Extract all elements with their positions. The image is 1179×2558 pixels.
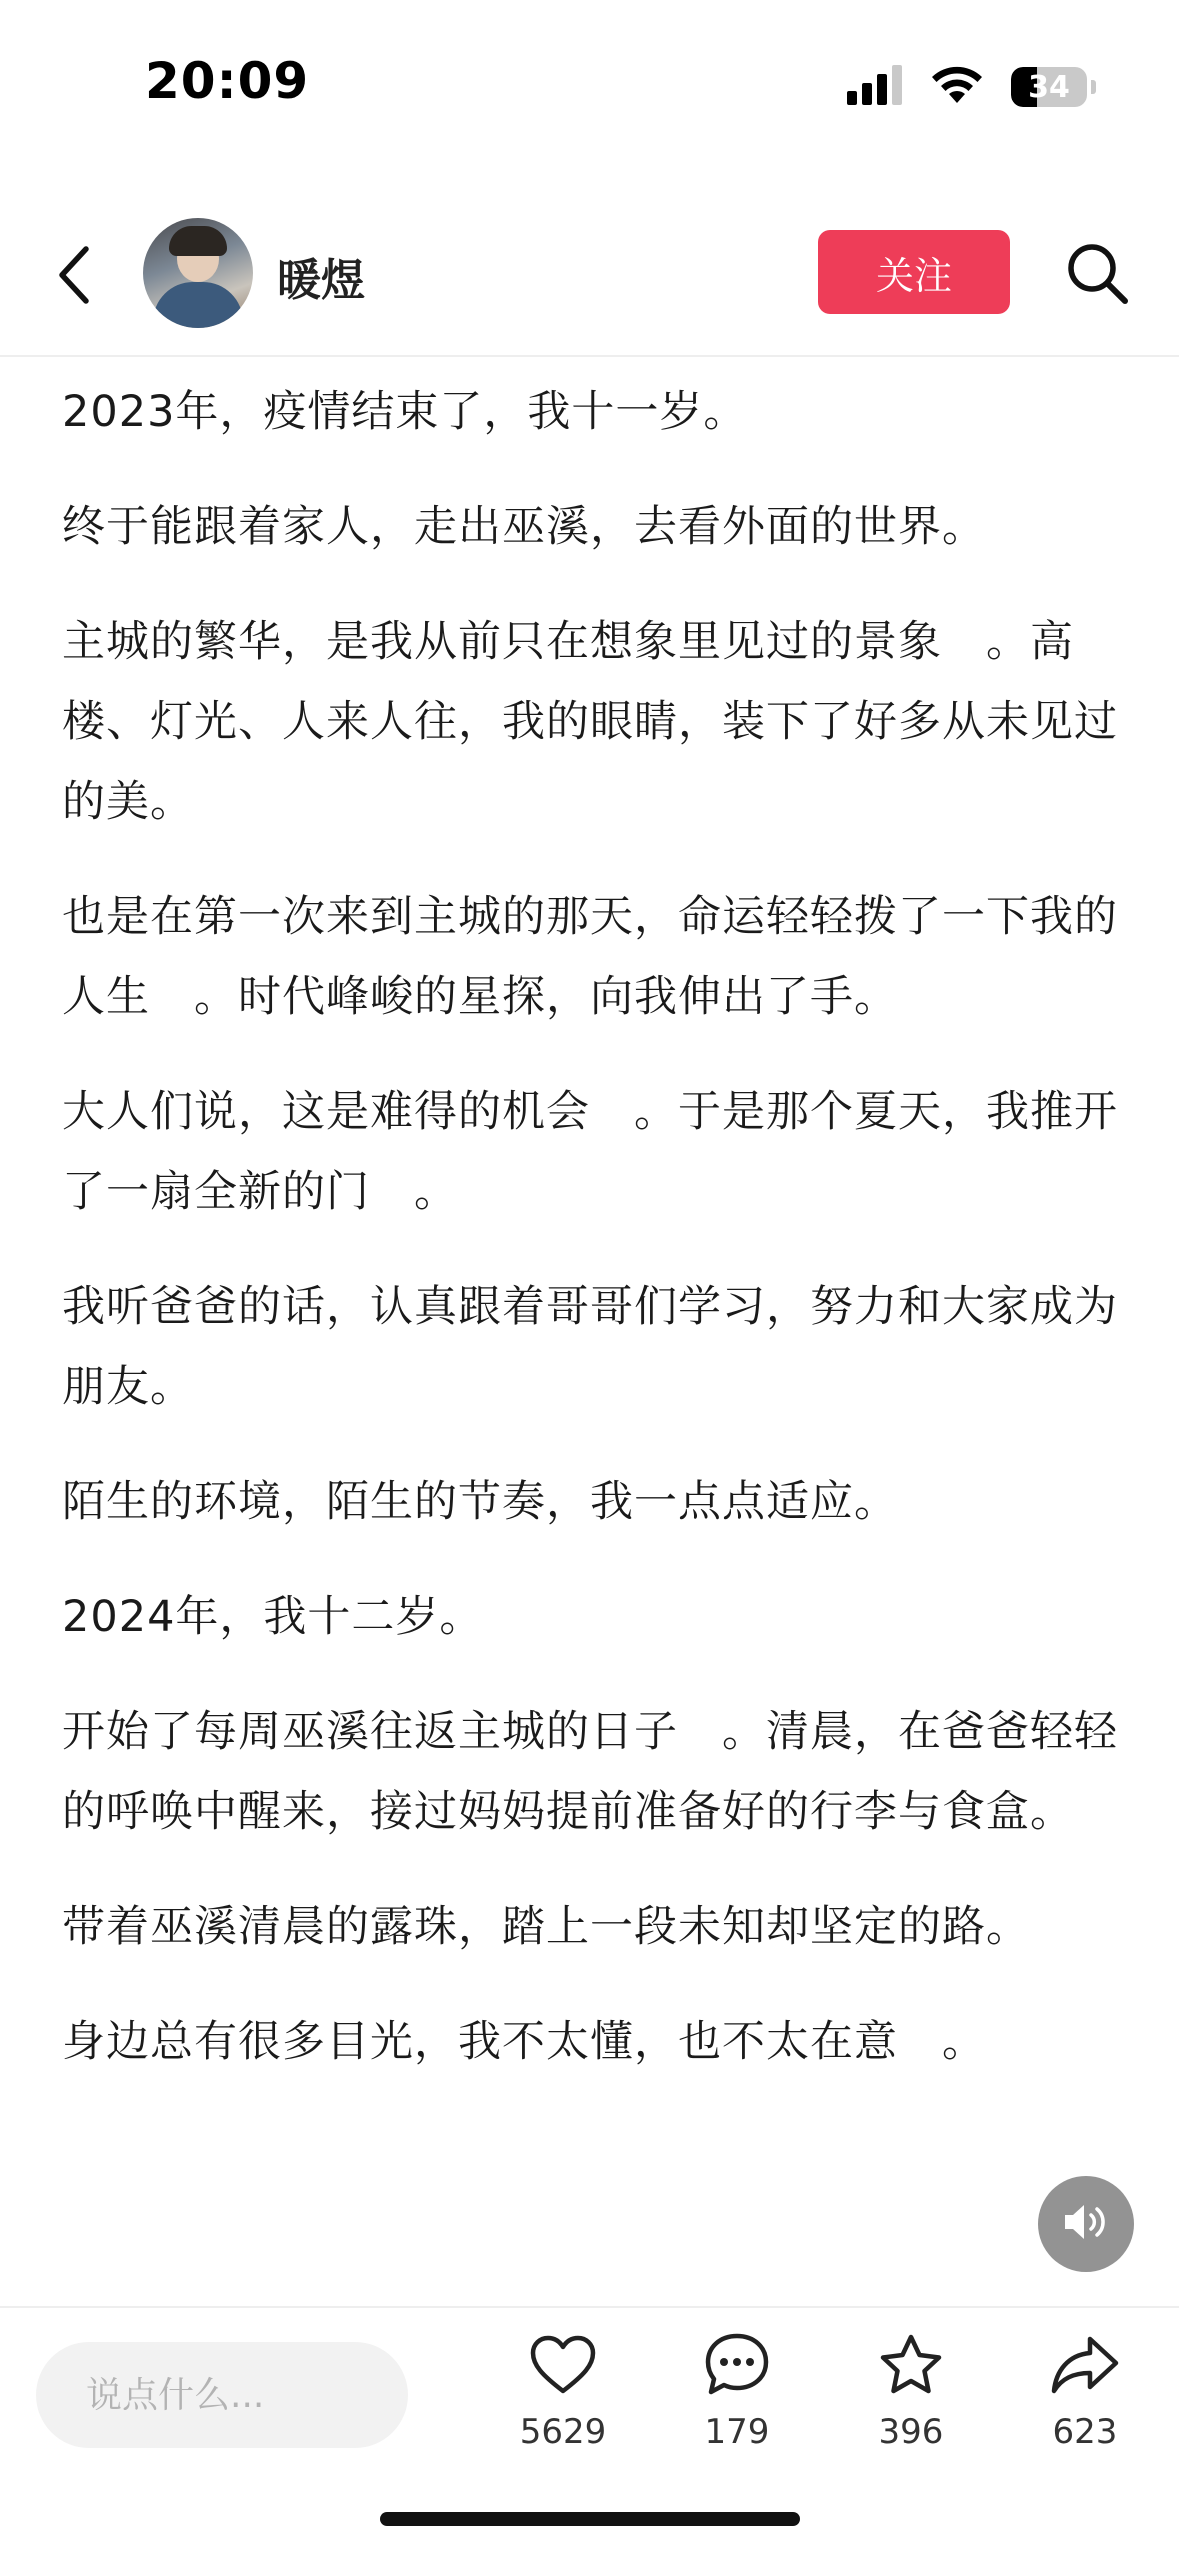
search-icon [1064,240,1130,310]
share-arrow-icon [1050,2330,1120,2400]
article-paragraph: 身边总有很多目光，我不太懂，也不太在意 。 [62,2017,986,2067]
share-count: 623 [1052,2412,1118,2452]
favorite-count: 396 [878,2412,944,2452]
like-count: 5629 [519,2412,607,2452]
comment-count: 179 [704,2412,770,2452]
status-time: 20:09 [145,52,310,110]
speaker-icon [1061,2200,1111,2248]
status-bar [0,0,1179,170]
article-paragraph: 终于能跟着家人，走出巫溪，去看外面的世界。 [62,502,986,552]
back-button[interactable] [44,242,104,312]
nav-header [0,200,1179,357]
like-button[interactable] [498,2330,628,2480]
article-body [62,372,1122,2302]
chevron-left-icon [54,245,94,309]
comment-input[interactable] [36,2342,408,2448]
article-paragraph: 主城的繁华，是我从前只在想象里见过的景象 。高楼、灯光、人来人往，我的眼睛，装下了好多从未见过的美。 [62,617,1118,827]
comment-button[interactable] [672,2330,802,2480]
article-paragraph: 2023年，疫情结束了，我十一岁。 [62,387,748,437]
article-paragraph: 大人们说，这是难得的机会 。于是那个夏天，我推开了一扇全新的门 。 [62,1087,1118,1217]
article-paragraph: 我听爸爸的话，认真跟着哥哥们学习，努力和大家成为朋友。 [62,1282,1118,1412]
article-paragraph: 陌生的环境，陌生的节奏，我一点点适应。 [62,1477,898,1527]
follow-button[interactable]: 关注 [818,230,1010,314]
avatar[interactable] [143,218,253,328]
heart-icon [528,2330,598,2400]
article-paragraph: 开始了每周巫溪往返主城的日子 。清晨，在爸爸轻轻的呼唤中醒来，接过妈妈提前准备好的行李与食盒。 [62,1707,1118,1837]
home-indicator [380,2512,800,2526]
share-button[interactable] [1020,2330,1150,2480]
battery-icon [1011,67,1087,107]
status-icons [847,62,1087,112]
username[interactable]: 暖煜 [277,255,365,306]
article-paragraph: 2024年，我十二岁。 [62,1592,484,1642]
article-paragraph: 带着巫溪清晨的露珠，踏上一段未知却坚定的路。 [62,1902,1030,1952]
search-button[interactable] [1062,240,1132,310]
sound-toggle-button[interactable] [1038,2176,1134,2272]
comment-bubble-icon [702,2330,772,2400]
battery-level: 34 [1028,69,1070,105]
star-icon [876,2330,946,2400]
article-paragraph: 也是在第一次来到主城的那天，命运轻轻拨了一下我的人生 。时代峰峻的星探，向我伸出了手。 [62,892,1118,1022]
favorite-button[interactable] [846,2330,976,2480]
cellular-signal-icon [847,65,903,109]
wifi-icon [929,65,985,109]
